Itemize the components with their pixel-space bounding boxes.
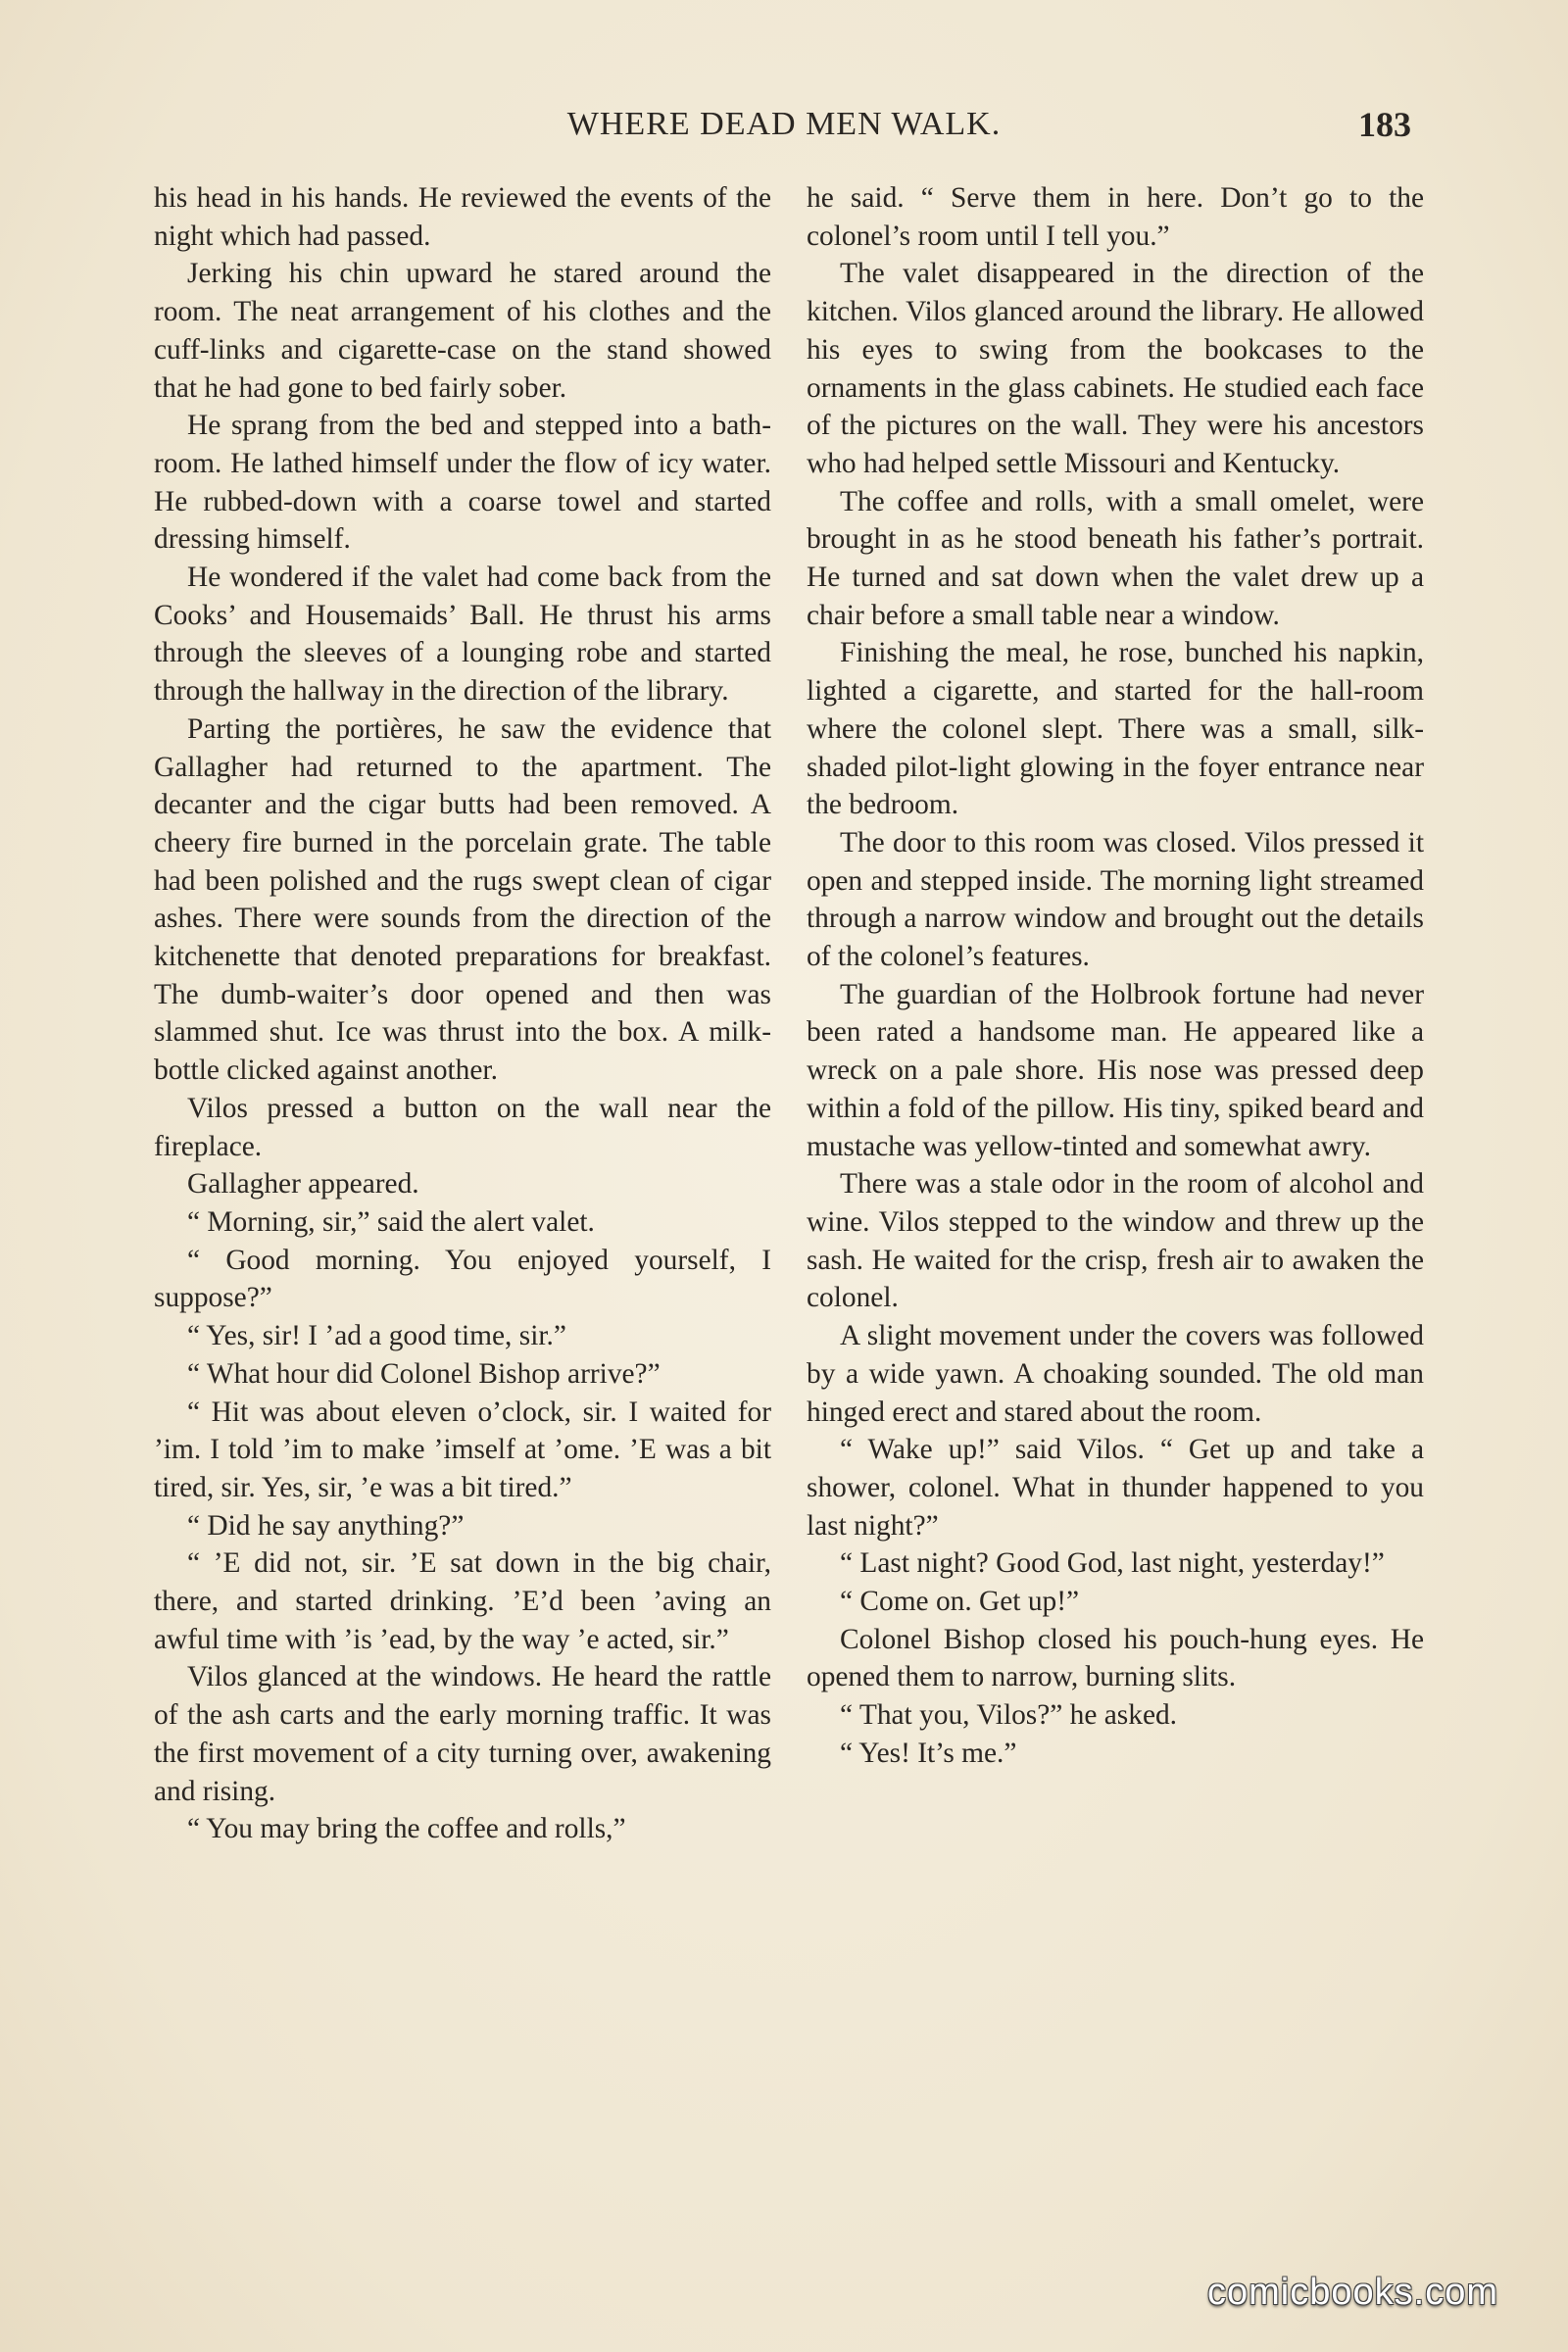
paragraph: “ Yes! It’s me.” xyxy=(840,1737,1017,1769)
paragraph: he said. “ Serve them in here. Don’t go to the colonel’s room until I tell you.” xyxy=(807,182,1424,252)
paragraph: “ Last night? Good God, last night, yesterday!” xyxy=(840,1547,1385,1580)
paragraph: “ Good morning. You enjoyed yourself, I suppose?” xyxy=(154,1244,771,1314)
paragraph: “ What hour did Colonel Bishop arrive?” xyxy=(187,1357,661,1390)
paragraph: He sprang from the bed and stepped into a bath-room. He lathed himself under the flow of icy water. He rubbed-down with a coarse towel and started dressing himself. xyxy=(154,410,771,556)
left-column xyxy=(154,179,771,1848)
paragraph: “ That you, Vilos?” he asked. xyxy=(840,1699,1178,1732)
paragraph: “ Wake up!” said Vilos. “ Get up and take a shower, colonel. What in thunder happened to you last night?” xyxy=(807,1434,1424,1542)
paragraph: He wondered if the valet had come back from the Cooks’ and Housemaids’ Ball. He thrust his arms through the sleeves of a lounging robe and started through the hallway in the direction of the library. xyxy=(154,562,771,708)
paragraph: A slight movement under the covers was followed by a wide yawn. A choaking sounded. The old man hinged erect and stared about the room. xyxy=(807,1320,1424,1428)
paragraph: Vilos glanced at the windows. He heard the rattle of the ash carts and the early morning traffic. It was the first movement of a city turning over, awakening and rising. xyxy=(154,1661,771,1807)
paragraph: Colonel Bishop closed his pouch-hung eyes. He opened them to narrow, burning slits. xyxy=(807,1623,1424,1693)
paragraph: his head in his hands. He reviewed the events of the night which had passed. xyxy=(154,182,771,252)
paragraph: The door to this room was closed. Vilos pressed it open and stepped inside. The morning light streamed through a narrow window and brought out the details of the colonel’s features. xyxy=(807,826,1424,973)
paragraph: Gallagher appeared. xyxy=(187,1168,419,1200)
paragraph: Jerking his chin upward he stared around the room. The neat arrangement of his clothes and the cuff-links and cigarette-case on the stand showed that he had gone to bed fairly sober. xyxy=(154,258,771,404)
paragraph: “ ’E did not, sir. ’E sat down in the big chair, there, and started drinking. ’E’d been ’aving an awful time with ’is ’ead, by the way ’e acted, sir.” xyxy=(154,1547,771,1655)
paragraph: There was a stale odor in the room of alcohol and wine. Vilos stepped to the window and threw up the sash. He waited for the crisp, fresh air to awaken the colonel. xyxy=(807,1168,1424,1314)
right-column xyxy=(807,179,1424,1773)
site-watermark: comicbooks.com xyxy=(1207,2272,1498,2313)
paragraph: “ You may bring the coffee and rolls,” xyxy=(187,1813,626,1845)
paragraph: “ Come on. Get up!” xyxy=(840,1586,1080,1618)
paragraph: “ Yes, sir! I ’ad a good time, sir.” xyxy=(187,1320,566,1352)
paragraph: Vilos pressed a button on the wall near the fireplace. xyxy=(154,1092,771,1162)
paragraph: “ Hit was about eleven o’clock, sir. I waited for ’im. I told ’im to make ’imself at ’ome. ’E was a bit tired, sir. Yes, sir, ’e was a bit tired.” xyxy=(154,1396,771,1503)
paragraph: Finishing the meal, he rose, bunched his napkin, lighted a cigarette, and started for the hall-room where the colonel slept. There was a small, silk-shaded pilot-light glowing in the foyer entrance near the bedroom. xyxy=(807,637,1424,821)
page-number: 183 xyxy=(1358,105,1411,144)
paragraph: “ Did he say anything?” xyxy=(187,1509,465,1542)
paragraph: “ Morning, sir,” said the alert valet. xyxy=(187,1205,595,1238)
paragraph: The valet disappeared in the direction of the kitchen. Vilos glanced around the library. He allowed his eyes to swing from the bookcases to the ornaments in the glass cabinets. He studied each face of the pictures on the wall. They were his ancestors who had helped settle Missouri and Kentucky. xyxy=(807,258,1424,479)
paragraph: The guardian of the Holbrook fortune had never been rated a handsome man. He appeared like a wreck on a pale shore. His nose was pressed deep within a fold of the pillow. His tiny, spiked beard and mustache was yellow-tinted and somewhat awry. xyxy=(807,978,1424,1162)
paragraph: The coffee and rolls, with a small omelet, were brought in as he stood beneath his father’s portrait. He turned and sat down when the valet drew up a chair before a small table near a window. xyxy=(807,485,1424,631)
paragraph: Parting the portières, he saw the evidence that Gallagher had returned to the apartment. The decanter and the cigar butts had been removed. A cheery fire burned in the porcelain grate. The table had been polished and the rugs swept clean of cigar ashes. There were sounds from the direction of the kitchenette that denoted preparations for breakfast. The dumb-waiter’s door opened and then was slammed shut. Ice was thrust into the box. A milk-bottle clicked against another. xyxy=(154,712,771,1087)
running-title: WHERE DEAD MEN WALK. xyxy=(566,106,1002,142)
